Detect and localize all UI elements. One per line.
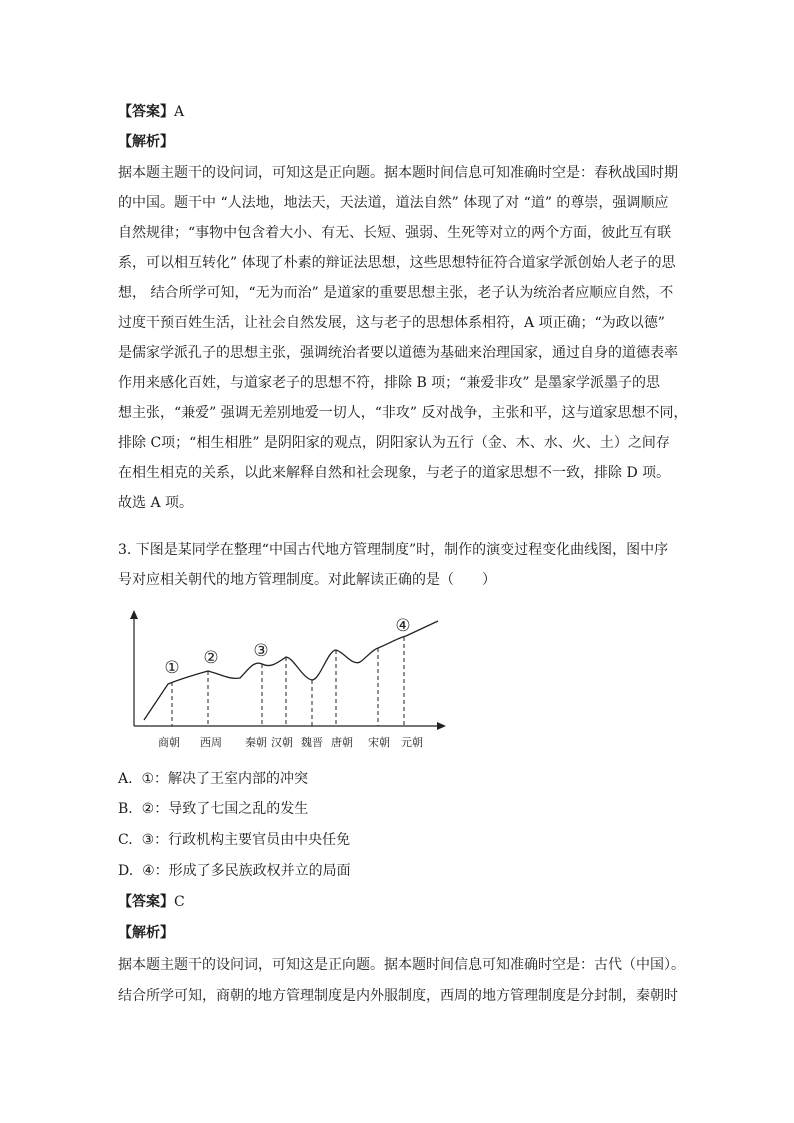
- option-text: ②：导致了七国之乱的发生: [141, 801, 309, 817]
- trend-curve: [144, 621, 438, 720]
- y-axis-arrow: [130, 610, 138, 619]
- q3-answer-value: C: [174, 894, 185, 910]
- x-label-tang: 唐朝: [331, 736, 353, 749]
- x-labels: [158, 735, 423, 749]
- x-label-shang: 商朝: [158, 736, 180, 749]
- q2-analysis-line: 系，可以相互转化” 体现了朴素的辩证法思想，这些思想特征符合道家学派创始人老子的思: [118, 255, 676, 271]
- marker-2: ②: [203, 648, 219, 668]
- q2-analysis-label: 【解析】: [118, 134, 174, 150]
- q2-analysis-line: 是儒家学派孔子的思想主张，强调统治者要以道德为基础来治理国家，通过自身的道德表率: [118, 345, 678, 361]
- q3-stem-line: 号对应相关朝代的地方管理制度。对此解读正确的是（ ）: [118, 572, 496, 588]
- x-label-yuan: 元朝: [401, 736, 423, 749]
- q2-analysis-line: 故选 A 项。: [118, 495, 194, 511]
- option-text: ③：行政机构主要官员由中央任免: [141, 832, 351, 848]
- q2-analysis-line: 在相生相克的关系，以此来解释自然和社会现象，与老子的道家思想不一致，排除 D 项。: [118, 465, 671, 481]
- option-letter: D.: [118, 863, 134, 879]
- x-label-han: 汉朝: [271, 736, 293, 749]
- option-text: ①：解决了王室内部的冲突: [141, 771, 309, 787]
- x-label-song: 宋朝: [368, 736, 390, 749]
- marker-4: ④: [395, 616, 411, 636]
- option-letter: B.: [118, 801, 133, 817]
- option-text: ④：形成了多民族政权并立的局面: [142, 863, 351, 879]
- q2-analysis-line: 作用来感化百姓，与道家老子的思想不符，排除 B 项；“兼爱非攻” 是墨家学派墨子的思: [118, 375, 660, 391]
- option-b: [118, 800, 308, 818]
- q2-answer-value: A: [174, 104, 185, 120]
- option-d: [118, 862, 351, 880]
- marker-1: ①: [164, 658, 180, 678]
- x-axis-arrow: [437, 722, 446, 730]
- q3-stem-line: 3. 下图是某同学在整理“中国古代地方管理制度”时，制作的演变过程变化曲线图，图中序: [118, 542, 669, 558]
- q2-analysis-line: 想， 结合所学可知，“无为而治” 是道家的重要思想主张，老子认为统治者应顺应自然，不: [118, 285, 674, 301]
- q3-analysis-label: 【解析】: [118, 925, 174, 941]
- q3-answer: [118, 893, 185, 911]
- option-a: [118, 770, 308, 788]
- q2-analysis-line: 排除 C项；“相生相胜” 是阴阳家的观点，阴阳家认为五行（金、木、水、火、土）之间存: [118, 435, 670, 451]
- q2-answer-label: 【答案】: [118, 104, 174, 120]
- dynasty-curve-figure: [120, 608, 460, 758]
- q3-analysis-line: 据本题主题干的设问词，可知这是正向题。据本题时间信息可知准确时空是：古代（中国）。: [118, 957, 685, 973]
- q2-analysis-line: 过度干预百姓生活，让社会自然发展，这与老子的思想体系相符，A 项正确；“为政以德”: [118, 315, 665, 331]
- option-letter: A.: [118, 771, 133, 787]
- circled-markers: [164, 616, 410, 678]
- option-c: [118, 831, 350, 849]
- x-label-qin: 秦朝: [245, 736, 267, 749]
- q2-analysis-line: 据本题主题干的设问词，可知这是正向题。据本题时间信息可知准确时空是：春秋战国时期: [118, 165, 678, 181]
- q2-analysis-line: 的中国。题干中 “人法地，地法天，天法道，道法自然” 体现了对 “道” 的尊崇，强调顺应: [118, 195, 669, 211]
- q3-analysis-line: 结合所学可知，商朝的地方管理制度是内外服制度，西周的地方管理制度是分封制，秦朝时: [118, 988, 678, 1004]
- q2-answer: [118, 103, 184, 121]
- option-letter: C.: [118, 832, 133, 848]
- x-label-xizhou: 西周: [200, 736, 222, 749]
- q2-analysis-line: 想主张，“兼爱” 强调无差别地爱一切人，“非攻” 反对战争，主张和平，这与道家思想不同，: [118, 405, 688, 421]
- marker-3: ③: [253, 641, 269, 661]
- q2-analysis-line: 自然规律；“事物中包含着大小、有无、长短、强弱、生死等对立的两个方面，彼此互有联: [118, 225, 672, 241]
- x-label-weijin: 魏晋: [301, 736, 323, 749]
- q3-answer-label: 【答案】: [118, 894, 174, 910]
